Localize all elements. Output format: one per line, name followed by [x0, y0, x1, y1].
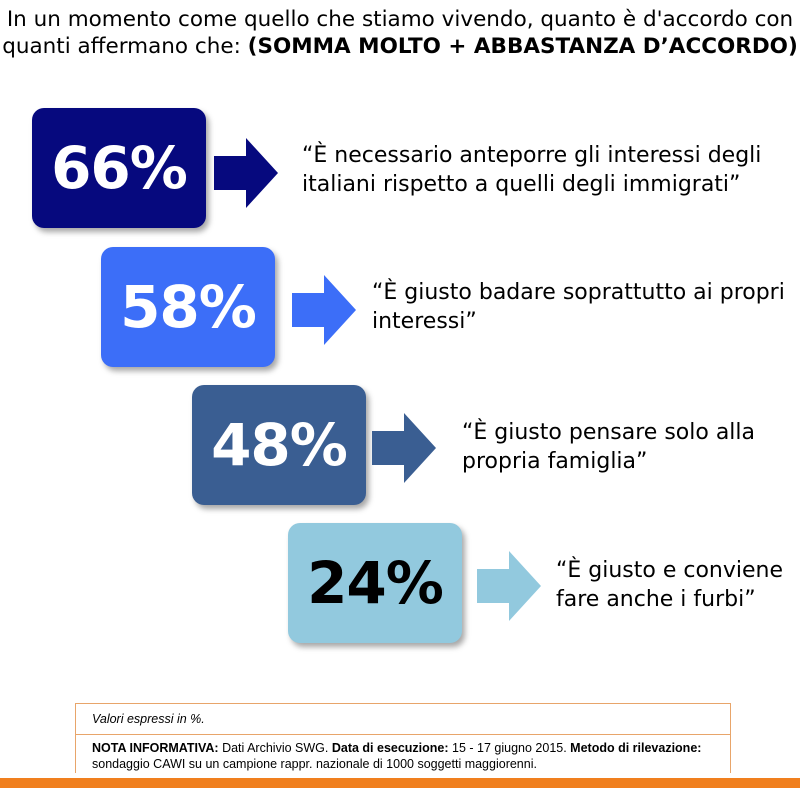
quote-4 — [556, 556, 783, 614]
nota-text: Dati Archivio SWG. — [218, 741, 332, 755]
value-box-58 — [101, 247, 275, 367]
bottom-accent-bar — [0, 778, 800, 788]
title-line-2 — [0, 33, 800, 60]
data-text: 15 - 17 giugno 2015. — [448, 741, 571, 755]
quote-line: propria famiglia” — [462, 449, 648, 474]
arrow-right-icon — [214, 138, 278, 208]
quote-1 — [302, 141, 761, 199]
arrow-right-icon — [372, 413, 436, 483]
arrow-right-icon — [292, 275, 356, 345]
value-box-66 — [32, 108, 206, 228]
value-box-48 — [192, 385, 366, 505]
quote-line: fare anche i furbi” — [556, 587, 756, 612]
quote-line: italiani rispetto a quelli degli immigrati” — [302, 172, 741, 197]
value-label: 58% — [120, 273, 256, 341]
quote-line: “È giusto e conviene — [556, 558, 784, 583]
title-line-2-bold: (SOMMA MOLTO + ABBASTANZA D’ACCORDO) — [247, 34, 798, 59]
value-label: 48% — [211, 411, 347, 479]
quote-line: “È giusto pensare solo alla — [462, 420, 756, 445]
quote-line: “È necessario anteporre gli interessi degli — [302, 143, 762, 168]
footer-divider — [76, 734, 730, 735]
title-line-1: In un momento come quello che stiamo vivendo, quanto è d'accordo con — [6, 7, 794, 32]
footer-notes — [75, 703, 731, 773]
value-label: 24% — [307, 549, 443, 617]
metodo-label: Metodo di rilevazione: — [570, 741, 702, 755]
quote-line: “È giusto badare soprattutto ai propri — [372, 280, 785, 305]
page-title — [0, 6, 800, 60]
value-label: 66% — [51, 134, 187, 202]
nota-label: NOTA INFORMATIVA: — [92, 741, 219, 755]
nota-informativa — [92, 740, 722, 772]
title-line-2-prefix: quanti affermano che: — [2, 34, 248, 59]
data-label: Data di esecuzione: — [331, 741, 449, 755]
arrow-right-icon — [477, 551, 541, 621]
metodo-text: sondaggio CAWI su un campione rappr. nazionale di 1000 soggetti maggiorenni. — [92, 757, 537, 771]
quote-3 — [462, 418, 755, 476]
quote-2 — [372, 278, 785, 336]
value-box-24 — [288, 523, 462, 643]
values-note: Valori espressi in %. — [92, 712, 205, 726]
quote-line: interessi” — [372, 309, 477, 334]
